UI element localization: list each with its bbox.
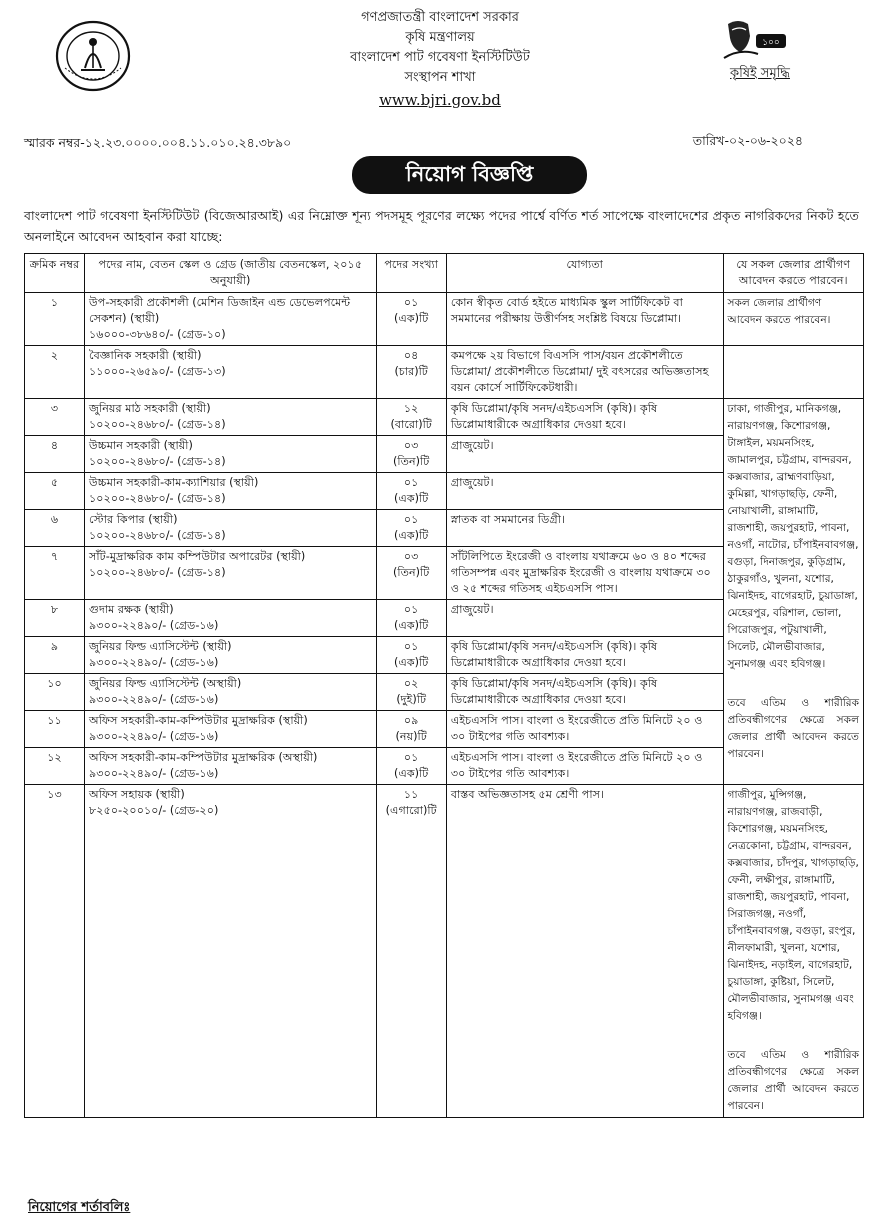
pay-scale: ৮২৫০-২০০১০/- (গ্রেড-২০)	[89, 804, 219, 817]
districts-group-b	[723, 785, 864, 1118]
count-number: ০১	[403, 513, 419, 526]
row-count	[376, 748, 446, 785]
table-row	[25, 399, 864, 436]
table-row	[25, 293, 864, 346]
row-post	[85, 711, 376, 748]
pay-scale: ১১০০০-২৬৫৯০/- (গ্রেড-১৩)	[89, 365, 226, 378]
row-count	[376, 600, 446, 637]
count-words: (এক)টি	[393, 492, 429, 505]
section-name: সংস্থাপন শাখা	[404, 70, 476, 85]
row-qualification: কৃষি ডিপ্লোমা/কৃষি সনদ/এইচএসসি (কৃষি)। কৃষি ডিপ্লোমাধারীকে অগ্রাধিকার দেওয়া হবে।	[446, 637, 723, 674]
row-serial: ৪	[25, 436, 85, 473]
row-serial: ১০	[25, 674, 85, 711]
row-serial: ৯	[25, 637, 85, 674]
count-words: (এক)টি	[393, 656, 429, 669]
bjri-logo	[55, 20, 131, 92]
row-qualification: গ্রাজুয়েট।	[446, 600, 723, 637]
row-serial: ৩	[25, 399, 85, 436]
table-header-row	[25, 254, 864, 293]
count-number: ০১	[403, 476, 419, 489]
pay-scale: ৯৩০০-২২৪৯০/- (গ্রেড-১৬)	[89, 767, 219, 780]
post-name: স্টোর কিপার (স্থায়ী)	[89, 513, 178, 526]
row-qualification: কমপক্ষে ২য় বিভাগে বিএসসি পাস/বয়ন প্রকৌশলীতে ডিপ্লোমা/ প্রকৌশলীতে ডিপ্লোমা/ দুই বৎসরের অভিজ্ঞতাসহ বয়ন কোর্সে সার্টিফিকেটধারী।	[446, 346, 723, 399]
header-qualification: যোগ্যতা	[446, 254, 723, 293]
govt-name: গণপ্রজাতন্ত্রী বাংলাদেশ সরকার	[361, 10, 519, 25]
row-count	[376, 399, 446, 436]
row-post	[85, 346, 376, 399]
row-post	[85, 785, 376, 1118]
pay-scale: ৯৩০০-২২৪৯০/- (গ্রেড-১৬)	[89, 619, 219, 632]
tagline: কৃষিই সমৃদ্ধি	[730, 66, 790, 81]
row-post	[85, 547, 376, 600]
row-post	[85, 600, 376, 637]
row-serial: ১২	[25, 748, 85, 785]
districts-list-a: ঢাকা, গাজীপুর, মানিকগঞ্জ, নারায়ণগঞ্জ, কিশোরগঞ্জ, টাঙ্গাইল, ময়মনসিংহ, জামালপুর, চট্টগ্রাম, বান্দরবন, কক্সবাজার, ব্রাহ্মণবাড়িয়া, কুমিল্লা, খাগড়াছড়ি, ফেনী, নোয়াখালী, রাঙ্গামাটি, রাজশাহী, জয়পুরহাট, পাবনা, নওগাঁ, নাটোর, চাঁপাইনবাবগঞ্জ, বগুড়া, দিনাজপুর, কুড়িগ্রাম, ঠাকুরগাঁও, খুলনা, যশোর, ঝিনাইদহ, বাগেরহাট, চুয়াডাঙ্গা, মেহেরপুর, বরিশাল, ভোলা, পিরোজপুর, পটুয়াখালী, সিলেট, মৌলভীবাজার, সুনামগঞ্জ এবং হবিগঞ্জ।	[727, 403, 859, 670]
count-words: (দুই)টি	[396, 693, 427, 706]
row-count	[376, 637, 446, 674]
row-count	[376, 346, 446, 399]
row-count	[376, 711, 446, 748]
row-qualification: বাস্তব অভিজ্ঞতাসহ ৫ম শ্রেণী পাস।	[446, 785, 723, 1118]
row-post	[85, 637, 376, 674]
row-post	[85, 510, 376, 547]
pay-scale: ৯৩০০-২২৪৯০/- (গ্রেড-১৬)	[89, 730, 219, 743]
pay-scale: ১০২০০-২৪৬৮০/- (গ্রেড-১৪)	[89, 455, 226, 468]
row-count	[376, 674, 446, 711]
post-name: জুনিয়র মাঠ সহকারী (স্থায়ী)	[89, 402, 211, 415]
svg-text:১০০: ১০০	[762, 38, 780, 48]
mujib-year-logo	[718, 18, 802, 62]
row-serial: ৭	[25, 547, 85, 600]
row-count	[376, 547, 446, 600]
count-number: ০৩	[403, 550, 419, 563]
districts-list-b: গাজীপুর, মুন্সিগঞ্জ, নারায়ণগঞ্জ, রাজবাড়ী, কিশোরগঞ্জ, ময়মনসিংহ, নেত্রকোনা, চট্টগ্রাম, বান্দরবন, কক্সবাজার, চাঁদপুর, খাগড়াছড়ি, ফেনী, লক্ষীপুর, রাঙ্গামাটি, রাজশাহী, জয়পুরহাট, পাবনা, সিরাজগঞ্জ, নওগাঁ, চাঁপাইনবাবগঞ্জ, বগুড়া, রংপুর, নীলফামারী, খুলনা, যশোর, ঝিনাইদহ, নড়াইল, বাগেরহাট, চুয়াডাঙ্গা, কুষ্টিয়া, সিলেট, মৌলভীবাজার, সুনামগঞ্জ এবং হবিগঞ্জ।	[727, 789, 859, 1022]
post-name: বৈজ্ঞানিক সহকারী (স্থায়ী)	[89, 349, 202, 362]
count-number: ০১	[403, 640, 419, 653]
row-serial: ১	[25, 293, 85, 346]
row-count	[376, 473, 446, 510]
post-name: উচ্চমান সহকারী (স্থায়ী)	[89, 439, 193, 452]
count-words: (বারো)টি	[390, 418, 432, 431]
row-post	[85, 293, 376, 346]
count-words: (এক)টি	[393, 619, 429, 632]
post-name: জুনিয়র ফিল্ড এ্যাসিস্টেন্ট (অস্থায়ী)	[89, 677, 242, 690]
row-post	[85, 748, 376, 785]
row-districts-all: সকল জেলার প্রার্থীগণ আবেদন করতে পারবেন।	[723, 293, 864, 346]
count-words: (তিন)টি	[393, 455, 430, 468]
count-words: (এগারো)টি	[385, 804, 437, 817]
districts-note-a: তবে এতিম ও শারীরিক প্রতিবন্ধীগণের ক্ষেত্রে সকল জেলার প্রার্থী আবেদন করতে পারবেন।	[727, 697, 859, 760]
row-serial: ১৩	[25, 785, 85, 1118]
pay-scale: ৯৩০০-২২৪৯০/- (গ্রেড-১৬)	[89, 693, 219, 706]
header-count: পদের সংখ্যা	[376, 254, 446, 293]
count-number: ১১	[403, 788, 419, 801]
count-number: ০১	[403, 296, 419, 309]
count-number: ১২	[403, 402, 419, 415]
pay-scale: ৯৩০০-২২৪৯০/- (গ্রেড-১৬)	[89, 656, 219, 669]
row-qualification: গ্রাজুয়েট।	[446, 436, 723, 473]
post-name: গুদাম রক্ষক (স্থায়ী)	[89, 603, 174, 616]
post-name: উচ্চমান সহকারী-কাম-ক্যাশিয়ার (স্থায়ী)	[89, 476, 259, 489]
ministry-name: কৃষি মন্ত্রণালয়	[405, 30, 475, 45]
header-serial: ক্রমিক নম্বর	[25, 254, 85, 293]
row-count	[376, 436, 446, 473]
post-name: জুনিয়র ফিল্ড এ্যাসিস্টেন্ট (স্থায়ী)	[89, 640, 232, 653]
post-name: অফিস সহকারী-কাম-কম্পিউটার মুদ্রাক্ষরিক (স্থায়ী)	[89, 714, 308, 727]
notice-date: তারিখ-০২-০৬-২০২৪	[692, 133, 803, 148]
count-words: (এক)টি	[393, 312, 429, 325]
count-number: ০৪	[403, 349, 419, 362]
letterhead	[250, 8, 630, 112]
row-qualification: কোন স্বীকৃত বোর্ড হইতে মাধ্যমিক স্কুল সার্টিফিকেট বা সমমানের পরীক্ষায় উত্তীর্ণসহ সংশ্লিষ্ট বিষয়ে ডিপ্লোমা।	[446, 293, 723, 346]
row-qualification: স্নাতক বা সমমানের ডিগ্রী।	[446, 510, 723, 547]
row-count	[376, 510, 446, 547]
row-qualification: এইচএসসি পাস। বাংলা ও ইংরেজীতে প্রতি মিনিটে ২০ ও ৩০ টাইপের গতি আবশ্যক।	[446, 711, 723, 748]
row-post	[85, 436, 376, 473]
row-serial: ৫	[25, 473, 85, 510]
row-qualification: কৃষি ডিপ্লোমা/কৃষি সনদ/এইচএসসি (কৃষি)। কৃষি ডিপ্লোমাধারীকে অগ্রাধিকার দেওয়া হবে।	[446, 674, 723, 711]
row-serial: ৮	[25, 600, 85, 637]
pay-scale: ১০২০০-২৪৬৮০/- (গ্রেড-১৪)	[89, 529, 226, 542]
row-serial: ৬	[25, 510, 85, 547]
count-number: ০৯	[403, 714, 419, 727]
row-post	[85, 399, 376, 436]
row-qualification: সাঁটলিপিতে ইংরেজী ও বাংলায় যথাক্রমে ৬০ ও ৪০ শব্দের গতিসম্পন্ন এবং মুদ্রাক্ষরিক ইংরেজী ও বাংলায় যথাক্রমে ৩০ ও ২৫ শব্দের গতিসহ এইচএসসি পাস।	[446, 547, 723, 600]
districts-note-b: তবে এতিম ও শারীরিক প্রতিবন্ধীগণের ক্ষেত্রে সকল জেলার প্রার্থী আবেদন করতে পারবেন।	[727, 1049, 859, 1112]
notice-title: নিয়োগ বিজ্ঞপ্তি	[352, 156, 587, 194]
count-words: (এক)টি	[393, 529, 429, 542]
count-number: ০১	[403, 603, 419, 616]
row-districts-empty	[723, 346, 864, 399]
count-number: ০২	[403, 677, 419, 690]
count-words: (চার)টি	[394, 365, 428, 378]
header-post: পদের নাম, বেতন স্কেল ও গ্রেড (জাতীয় বেতনস্কেল, ২০১৫ অনুযায়ী)	[85, 254, 376, 293]
header-districts: যে সকল জেলার প্রার্থীগণ আবেদন করতে পারবেন।	[723, 254, 864, 293]
post-name: উপ-সহকারী প্রকৌশলী (মেশিন ডিজাইন এন্ড ডেভেলপমেন্ট সেকশন) (স্থায়ী)	[89, 296, 351, 325]
post-name: অফিস সহায়ক (স্থায়ী)	[89, 788, 185, 801]
institute-name: বাংলাদেশ পাট গবেষণা ইনস্টিটিউট	[350, 50, 530, 65]
terms-heading: নিয়োগের শর্তাবলিঃ	[28, 1200, 131, 1215]
count-words: (তিন)টি	[393, 566, 430, 579]
row-count	[376, 785, 446, 1118]
pay-scale: ১০২০০-২৪৬৮০/- (গ্রেড-১৪)	[89, 418, 226, 431]
row-qualification: গ্রাজুয়েট।	[446, 473, 723, 510]
table-row	[25, 785, 864, 1118]
row-serial: ২	[25, 346, 85, 399]
table-row	[25, 346, 864, 399]
count-words: (নয়)টি	[395, 730, 427, 743]
vacancy-table	[24, 253, 864, 1118]
row-count	[376, 293, 446, 346]
row-serial: ১১	[25, 711, 85, 748]
website-link[interactable]: www.bjri.gov.bd	[379, 91, 501, 109]
memo-number: স্মারক নম্বর-১২.২৩.০০০০.০০৪.১১.০১০.২৪.৩৮৯০	[24, 135, 292, 150]
intro-paragraph: বাংলাদেশ পাট গবেষণা ইনস্টিটিউট (বিজেআরআই) এর নিম্নোক্ত শূন্য পদসমূহ পূরণের লক্ষ্যে পদের পার্শ্বে বর্ণিত শর্ত সাপেক্ষে বাংলাদেশের প্রকৃত নাগরিকদের নিকট হতে অনলাইনে আবেদন আহবান করা যাচ্ছে:	[24, 208, 859, 244]
pay-scale: ১০২০০-২৪৬৮০/- (গ্রেড-১৪)	[89, 566, 226, 579]
post-name: অফিস সহকারী-কাম-কম্পিউটার মুদ্রাক্ষরিক (অস্থায়ী)	[89, 751, 318, 764]
districts-group-a	[723, 399, 864, 785]
count-number: ০১	[403, 751, 419, 764]
row-post	[85, 674, 376, 711]
pay-scale: ১০২০০-২৪৬৮০/- (গ্রেড-১৪)	[89, 492, 226, 505]
row-post	[85, 473, 376, 510]
post-name: সাঁট-মুদ্রাক্ষরিক কাম কম্পিউটার অপারেটর (স্থায়ী)	[89, 550, 306, 563]
pay-scale: ১৬০০০-৩৮৬৪০/- (গ্রেড-১০)	[89, 328, 226, 341]
row-qualification: কৃষি ডিপ্লোমা/কৃষি সনদ/এইচএসসি (কৃষি)। কৃষি ডিপ্লোমাধারীকে অগ্রাধিকার দেওয়া হবে।	[446, 399, 723, 436]
count-words: (এক)টি	[393, 767, 429, 780]
count-number: ০৩	[403, 439, 419, 452]
row-qualification: এইচএসসি পাস। বাংলা ও ইংরেজীতে প্রতি মিনিটে ২০ ও ৩০ টাইপের গতি আবশ্যক।	[446, 748, 723, 785]
